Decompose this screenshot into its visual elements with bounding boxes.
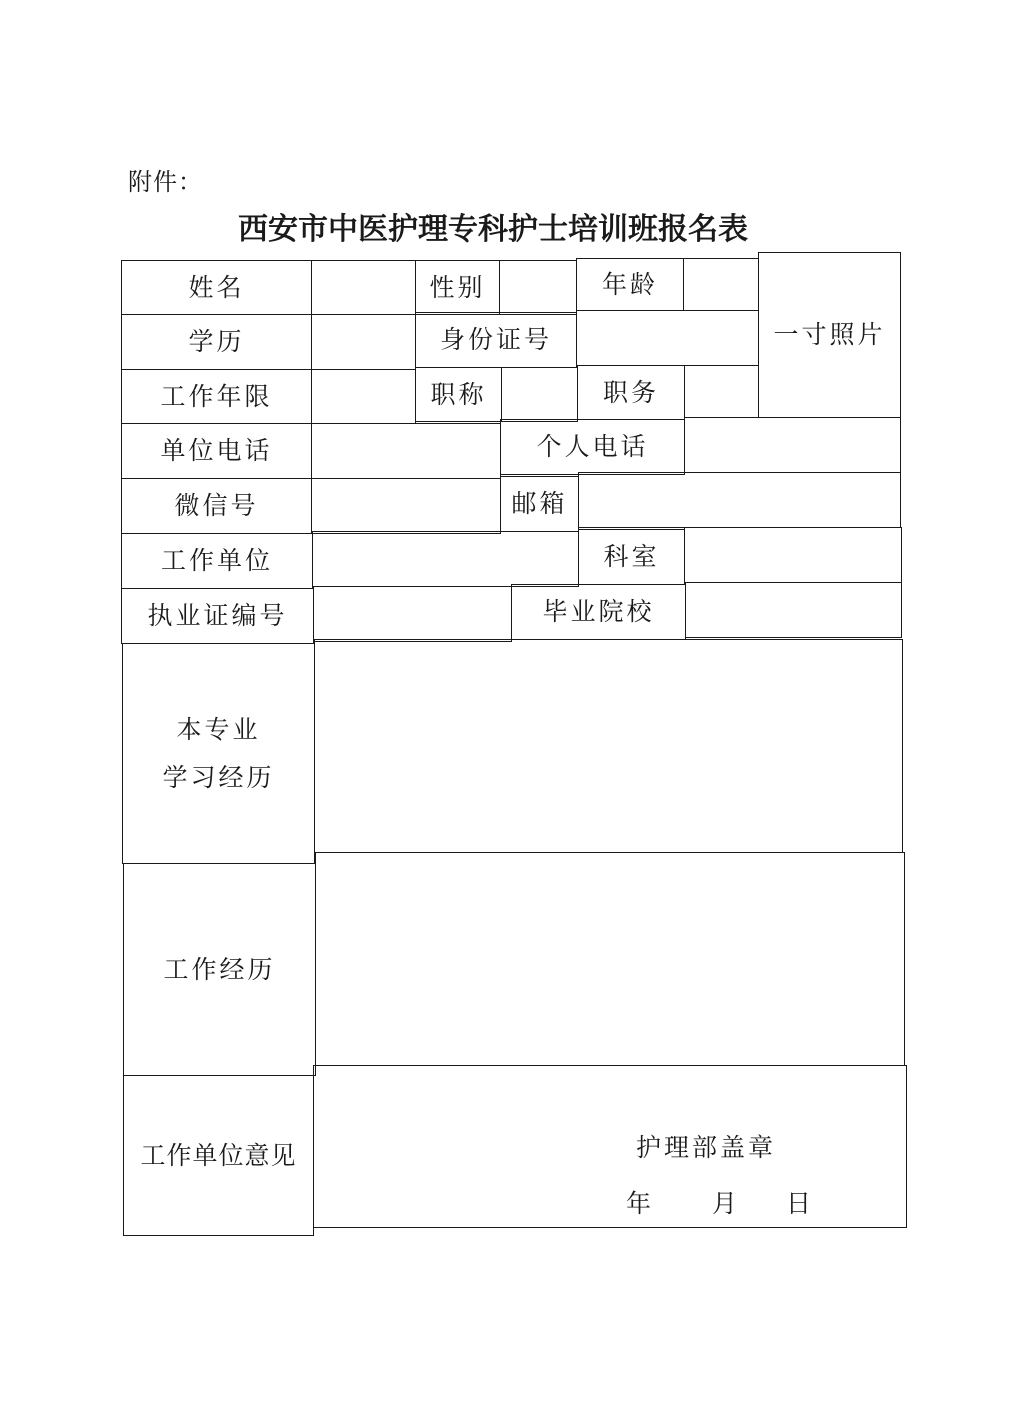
gender-label: 性别 [415,260,500,315]
form-title: 西安市中医护理专科护士培训班报名表 [238,212,748,247]
unit-opinion-label: 工作单位意见 [123,1075,314,1236]
study-experience-field[interactable] [314,639,903,853]
license-no-field[interactable] [313,586,512,642]
department-label: 科室 [578,529,685,585]
title-rank-label: 职称 [415,367,502,422]
department-field[interactable] [684,527,902,583]
unit-opinion-field[interactable] [313,1065,907,1228]
id-number-field[interactable] [576,310,759,366]
study-label-line2: 学习经历 [162,762,275,792]
work-unit-label: 工作单位 [121,533,313,589]
seal-label: 护理部盖章 [636,1133,777,1162]
wechat-field[interactable] [311,478,501,534]
study-experience-label [122,643,315,864]
title-rank-field[interactable] [501,367,578,422]
personal-phone-field[interactable] [684,417,901,473]
name-field[interactable] [311,260,416,315]
work-unit-field[interactable] [312,531,579,587]
graduated-school-label: 毕业院校 [511,584,686,640]
education-label: 学历 [121,314,312,370]
attachment-label: 附件： [128,168,203,196]
position-label: 职务 [577,365,685,420]
work-experience-field[interactable] [315,852,905,1066]
work-experience-label: 工作经历 [123,863,316,1076]
photo-box: 一寸照片 [758,252,901,418]
age-field[interactable] [683,258,759,311]
study-label-line1: 本专业 [176,715,261,744]
day-label: 日 [786,1189,815,1218]
graduated-school-field[interactable] [685,582,902,638]
unit-phone-label: 单位电话 [121,423,312,479]
name-label: 姓名 [121,260,312,315]
id-number-label: 身份证号 [415,312,577,368]
year-label: 年 [626,1189,655,1218]
personal-phone-label: 个人电话 [500,419,685,475]
position-field[interactable] [684,365,759,418]
month-label: 月 [712,1189,741,1218]
license-no-label: 执业证编号 [121,588,314,644]
education-field[interactable] [311,314,416,370]
email-field[interactable] [578,472,901,528]
wechat-label: 微信号 [121,478,312,534]
unit-phone-field[interactable] [311,423,501,479]
email-label: 邮箱 [500,476,579,532]
work-years-field[interactable] [311,369,416,424]
work-years-label: 工作年限 [121,369,312,424]
gender-field[interactable] [499,260,577,315]
age-label: 年龄 [576,258,684,311]
